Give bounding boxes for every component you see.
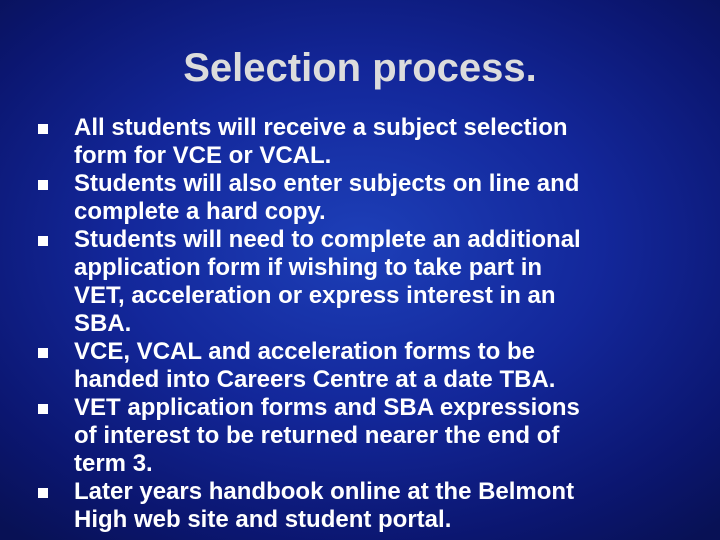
bullet-item — [38, 338, 678, 394]
bullet-text-line: Students will also enter subjects on line and — [74, 170, 580, 197]
bullet-text-line: complete a hard copy. — [74, 198, 326, 225]
bullet-text-line: term 3. — [74, 450, 153, 477]
bullet-text-line: form for VCE or VCAL. — [74, 142, 332, 169]
square-bullet-icon — [38, 404, 48, 414]
bullet-text-line: of interest to be returned nearer the end of — [74, 422, 560, 449]
bullet-text-line: VET, acceleration or express interest in an — [74, 282, 556, 309]
square-bullet-icon — [38, 236, 48, 246]
square-bullet-icon — [38, 124, 48, 134]
bullet-text-line: application form if wishing to take part in — [74, 254, 543, 281]
bullet-text-line: Students will need to complete an additional — [74, 226, 581, 253]
bullet-text-line: Later years handbook online at the Belmont — [74, 478, 575, 505]
bullet-item — [38, 478, 678, 534]
bullet-text-line: VCE, VCAL and acceleration forms to be — [74, 338, 536, 365]
bullet-list — [38, 114, 678, 534]
square-bullet-icon — [38, 348, 48, 358]
bullet-item — [38, 226, 678, 338]
bullet-item — [38, 394, 678, 478]
square-bullet-icon — [38, 180, 48, 190]
bullet-text-line: High web site and student portal. — [74, 506, 452, 533]
bullet-text-line: SBA. — [74, 310, 132, 337]
slide-title: Selection process. — [183, 46, 537, 90]
square-bullet-icon — [38, 488, 48, 498]
bullet-text-line: All students will receive a subject selection — [74, 114, 568, 141]
bullet-text-line: VET application forms and SBA expressions — [74, 394, 580, 421]
bullet-item — [38, 114, 678, 170]
bullet-item — [38, 170, 678, 226]
bullet-text-line: handed into Careers Centre at a date TBA. — [74, 366, 556, 393]
